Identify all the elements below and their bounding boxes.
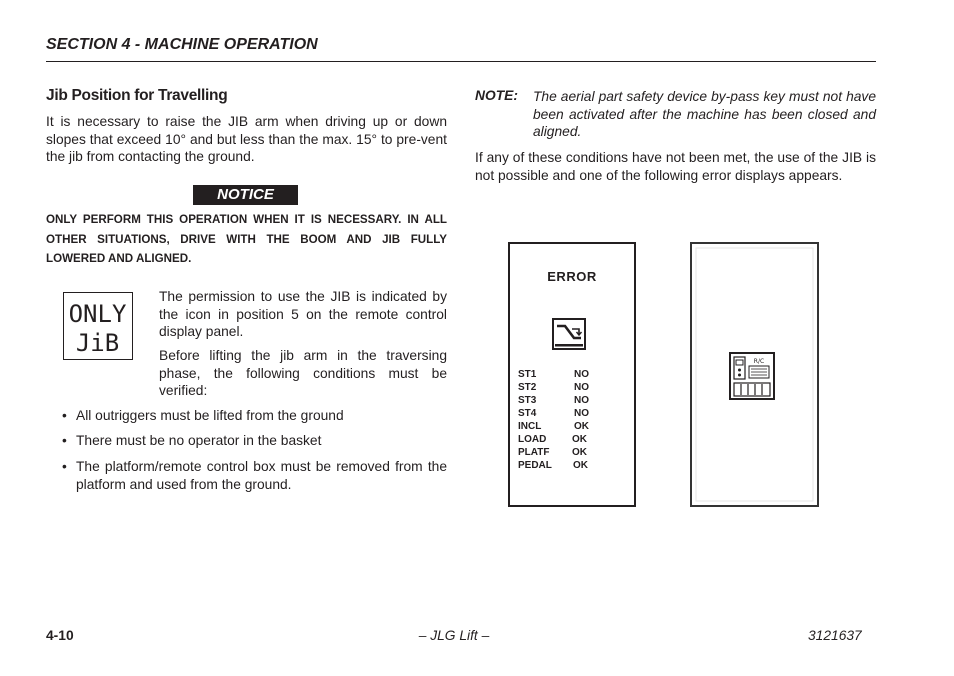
status-key: LOAD xyxy=(518,434,547,445)
notice-badge: NOTICE xyxy=(193,185,298,205)
status-value: OK xyxy=(572,447,587,458)
only-jib-line2: JiB xyxy=(75,329,120,357)
list-item: • All outriggers must be lifted from the ground xyxy=(60,407,447,425)
error-display-panel xyxy=(508,242,636,507)
note-text: The aerial part safety device by-pass key must not have been activated after the machine has been closed and aligned. xyxy=(533,89,876,140)
list-item: • There must be no operator in the basket xyxy=(60,432,447,450)
header-rule xyxy=(46,61,876,62)
jib-arm-icon xyxy=(552,318,586,350)
note-label: NOTE: xyxy=(475,88,518,103)
remote-control-icon xyxy=(733,356,771,398)
icon-display-panel xyxy=(690,242,819,507)
status-key: ST4 xyxy=(518,408,537,419)
intro-paragraph: It is necessary to raise the JIB arm when driving up or down slopes that exceed 10° and but less than the max. 15° to pre-vent the jib from contacting the ground. xyxy=(46,114,447,165)
status-value: NO xyxy=(574,369,589,380)
status-value: NO xyxy=(574,408,589,419)
status-value: NO xyxy=(574,395,589,406)
page-number: 4-10 xyxy=(46,628,74,643)
before-paragraph: Before lifting the jib arm in the traversing phase, the following conditions must be verified: xyxy=(159,348,447,399)
section-title: SECTION 4 - MACHINE OPERATION xyxy=(46,36,318,53)
status-value: OK xyxy=(572,434,587,445)
conditions-list xyxy=(60,407,447,493)
status-key: INCL xyxy=(518,421,542,432)
doc-number: 3121637 xyxy=(808,628,862,643)
status-key: PLATF xyxy=(518,447,550,458)
error-title: ERROR xyxy=(547,269,597,284)
only-jib-graphic xyxy=(64,293,131,358)
only-jib-icon xyxy=(63,292,133,360)
rc-label: R/C xyxy=(753,358,765,365)
rc-icon-box xyxy=(729,352,775,400)
status-value: NO xyxy=(574,382,589,393)
status-key: ST1 xyxy=(518,369,537,380)
footer-center: – JLG Lift – xyxy=(418,628,490,643)
status-value: OK xyxy=(573,460,588,471)
list-item: • The platform/remote control box must be removed from the platform and used from the ground. xyxy=(60,458,447,493)
sub-heading: Jib Position for Travelling xyxy=(46,87,228,104)
permission-paragraph: The permission to use the JIB is indicated by the icon in position 5 on the remote control display panel. xyxy=(159,289,447,340)
status-key: PEDAL xyxy=(518,460,552,471)
notice-text: ONLY PERFORM THIS OPERATION WHEN IT IS NECESSARY. IN ALL OTHER SITUATIONS, DRIVE WITH THE BOOM AND JIB FULLY LOWERED AND ALIGNED. xyxy=(46,213,447,266)
conditions-paragraph: If any of these conditions have not been met, the use of the JIB is not possible and one of the following error displays appears. xyxy=(475,150,876,183)
only-jib-line1: ONLY xyxy=(68,300,127,328)
status-key: ST2 xyxy=(518,382,537,393)
status-key: ST3 xyxy=(518,395,537,406)
status-value: OK xyxy=(574,421,589,432)
